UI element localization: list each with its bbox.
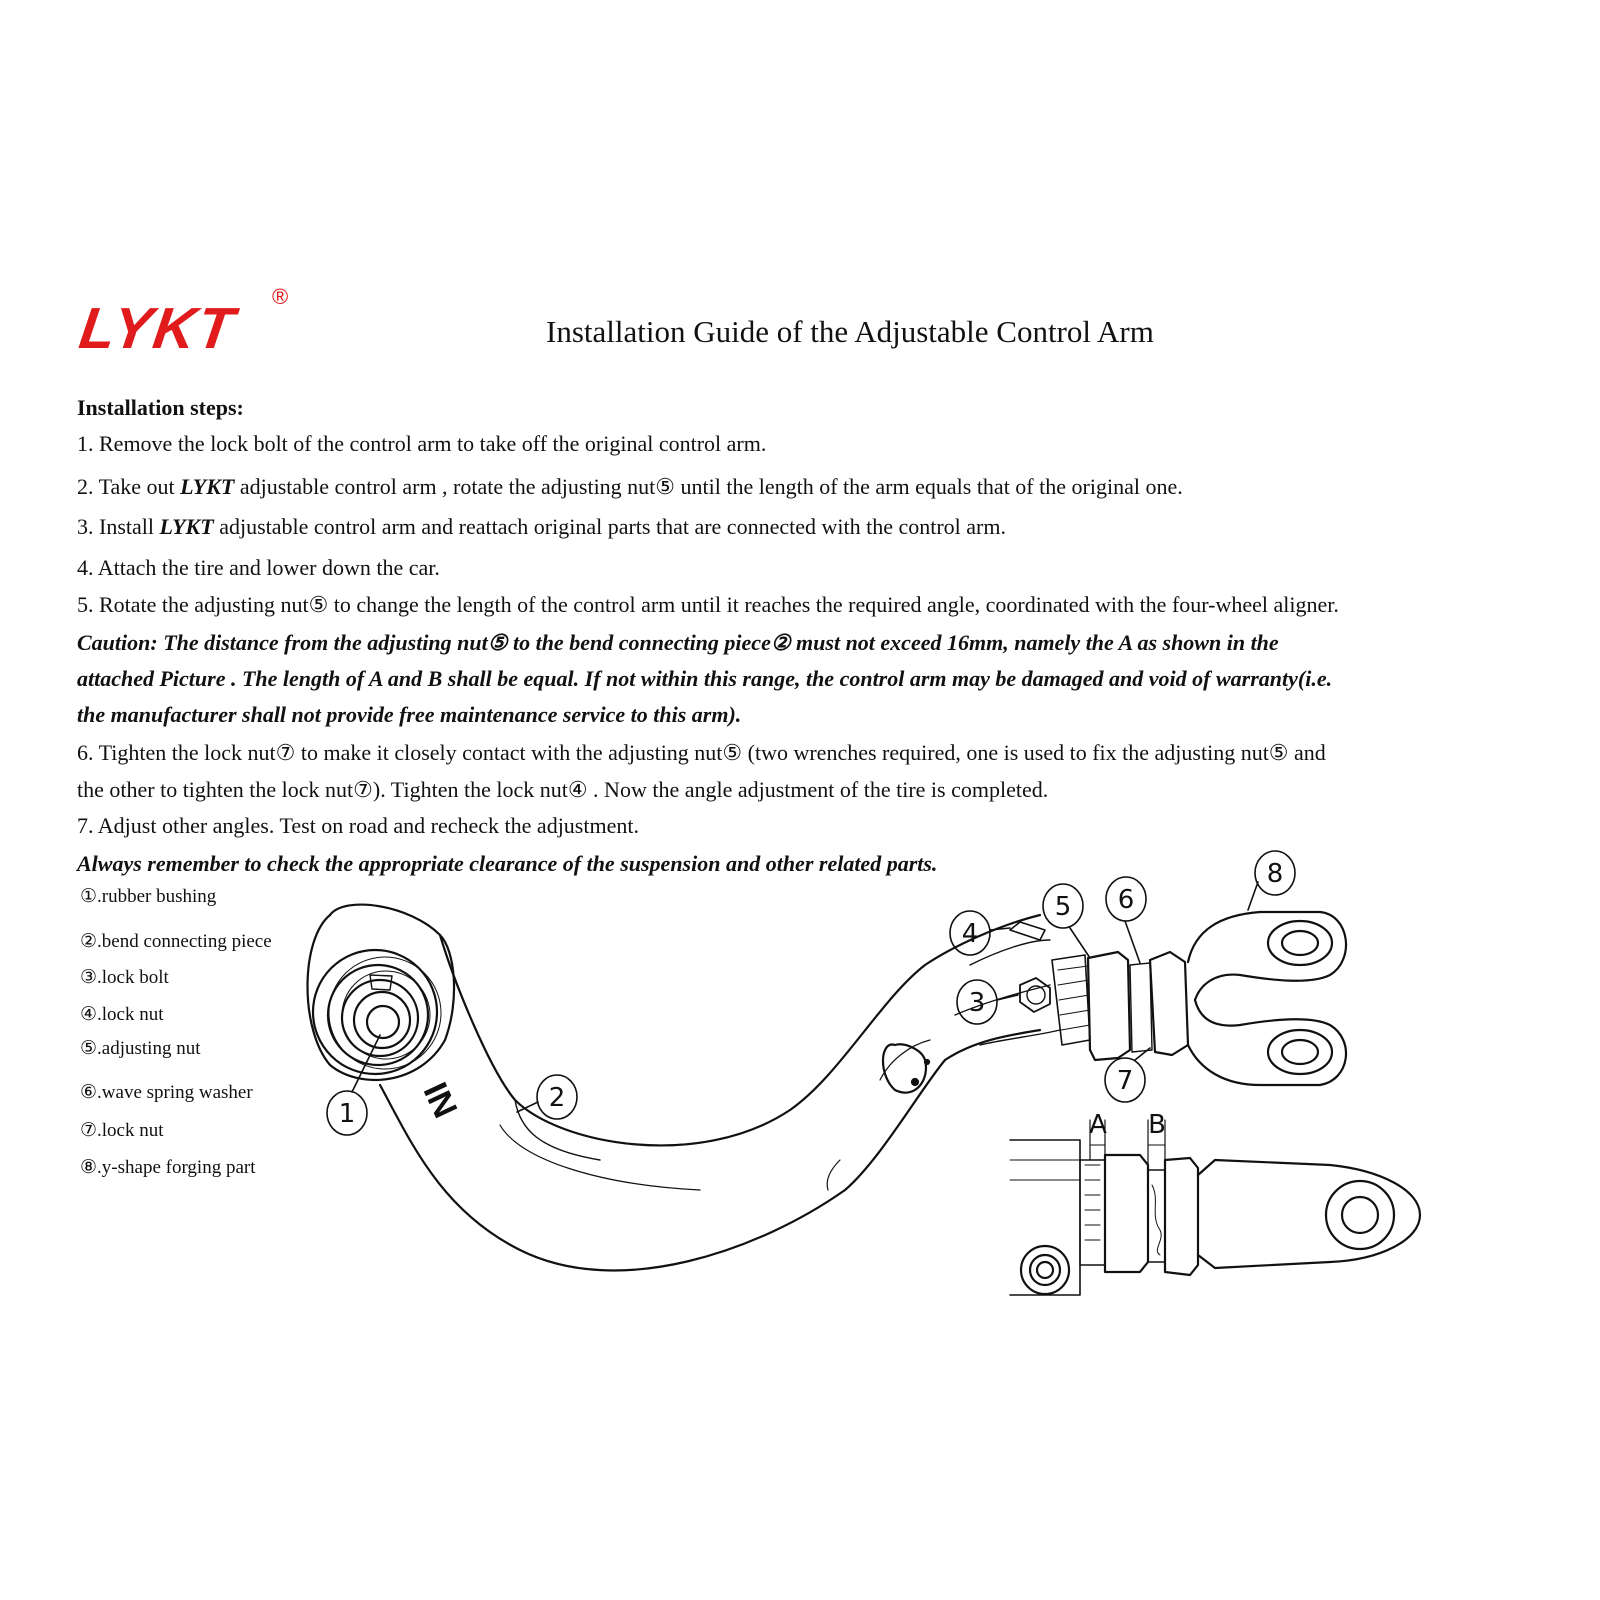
dimension-a-label: A — [1089, 1110, 1107, 1140]
step-3-brand: LYKT — [159, 514, 214, 539]
arm-marking-in: IN — [415, 1076, 465, 1124]
y-shape-forging — [1188, 912, 1346, 1085]
callout-7: 7 — [1116, 1066, 1134, 1096]
callout-4: 4 — [961, 919, 979, 949]
legend-item-3: ③.lock bolt — [80, 967, 169, 988]
callout-5: 5 — [1054, 892, 1072, 922]
brand-logo: LYKT — [75, 296, 240, 361]
step-7: 7. Adjust other angles. Test on road and recheck the adjustment. — [77, 813, 639, 838]
threaded-adjuster — [1052, 952, 1188, 1060]
dimension-b-label: B — [1148, 1110, 1166, 1140]
reminder: Always remember to check the appropriate clearance of the suspension and other related parts. — [77, 851, 938, 876]
caution-line-1: Caution: The distance from the adjusting nut⑤ to the bend connecting piece② must not exceed 16mm, namely the A as shown in the — [77, 630, 1279, 655]
callout-1: 1 — [338, 1099, 356, 1129]
caution-line-3: the manufacturer shall not provide free maintenance service to this arm). — [77, 702, 742, 727]
callout-8: 8 — [1266, 859, 1284, 889]
page-title: Installation Guide of the Adjustable Control Arm — [546, 314, 1154, 349]
step-6-line-2: the other to tighten the lock nut⑦). Tighten the lock nut④ . Now the angle adjustment of the tire is completed. — [77, 777, 1049, 802]
callout-2: 2 — [548, 1083, 566, 1113]
step-6-line-1: 6. Tighten the lock nut⑦ to make it closely contact with the adjusting nut⑤ (two wrenches required, one is used to fix the adjusting nut⑤ and — [77, 740, 1326, 765]
legend-item-5: ⑤.adjusting nut — [80, 1038, 201, 1059]
step-3-text-a: 3. Install — [77, 514, 160, 539]
caution-line-2: attached Picture . The length of A and B shall be equal. If not within this range, the control arm may be damaged and void of warranty(i.e. — [77, 666, 1333, 691]
legend-item-1: ①.rubber bushing — [80, 886, 217, 907]
legend-item-2: ②.bend connecting piece — [80, 931, 272, 952]
legend-item-4: ④.lock nut — [80, 1004, 164, 1025]
step-1: 1. Remove the lock bolt of the control arm to take off the original control arm. — [77, 431, 767, 456]
lock-bolt — [1020, 978, 1050, 1012]
registered-mark: ® — [272, 284, 289, 309]
step-4: 4. Attach the tire and lower down the car. — [77, 555, 440, 580]
legend-item-7: ⑦.lock nut — [80, 1120, 164, 1141]
callout-6: 6 — [1117, 885, 1135, 915]
legend-item-8: ⑧.y-shape forging part — [80, 1157, 256, 1178]
legend-item-6: ⑥.wave spring washer — [80, 1082, 253, 1103]
step-3-text-b: adjustable control arm and reattach original parts that are connected with the control arm. — [213, 514, 1006, 539]
step-5: 5. Rotate the adjusting nut⑤ to change the length of the control arm until it reaches the required angle, coordinated with the four-wheel aligner. — [77, 592, 1339, 617]
rubber-bushing — [308, 915, 455, 1080]
step-2-text-a: 2. Take out — [77, 474, 181, 499]
step-2-text-b: adjustable control arm , rotate the adjusting nut⑤ until the length of the arm equals that of the original one. — [234, 474, 1183, 499]
steps-heading: Installation steps: — [77, 395, 244, 420]
detail-view — [1010, 1120, 1420, 1295]
step-2-brand: LYKT — [180, 474, 235, 499]
callout-3: 3 — [968, 988, 986, 1018]
